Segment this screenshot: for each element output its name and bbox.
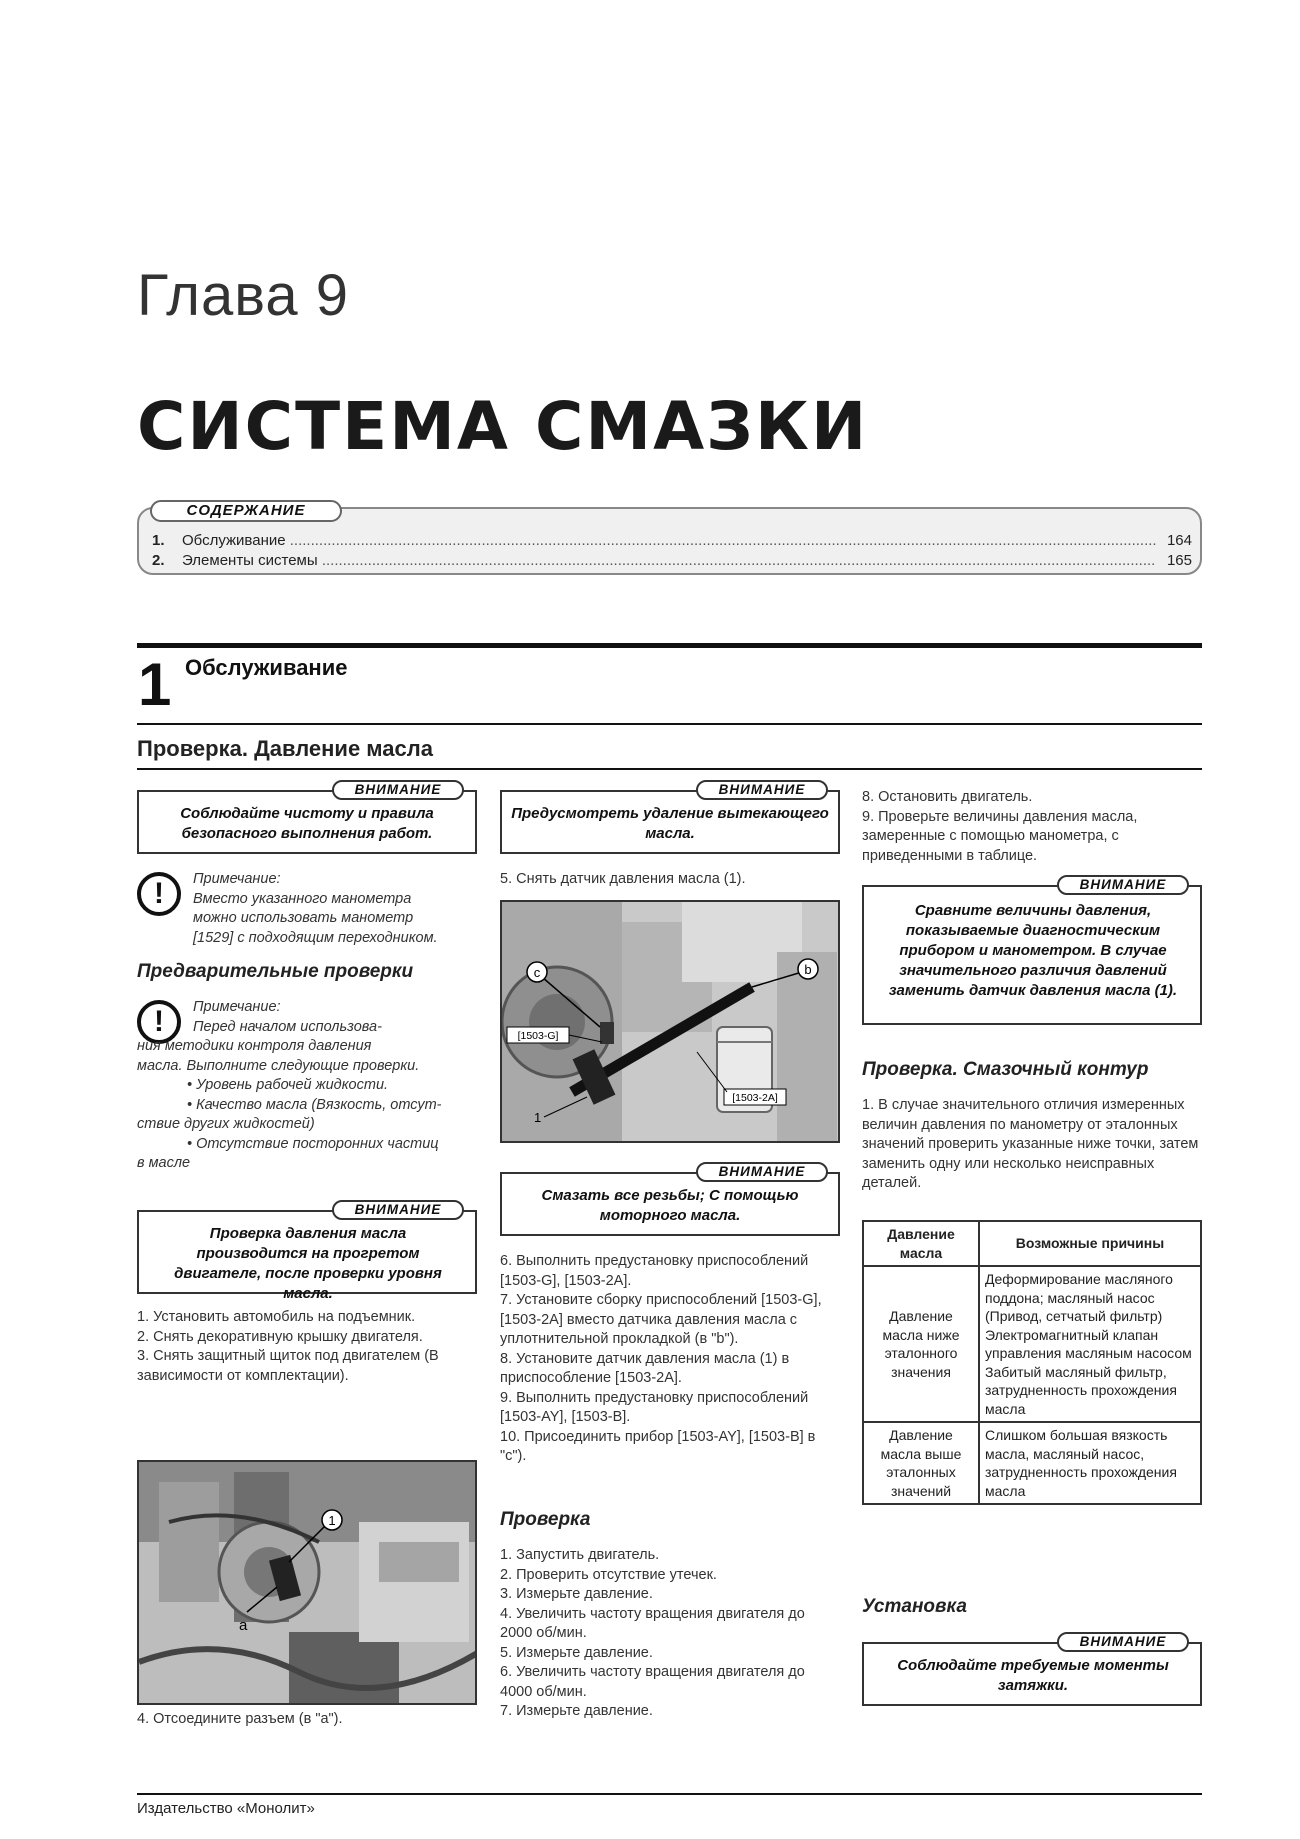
note-line: Перед началом использова- bbox=[193, 1018, 382, 1035]
step-item: 1. Установить автомобиль на подъемник. bbox=[137, 1309, 416, 1325]
note-line: Вместо указанного манометра bbox=[193, 890, 412, 907]
step-item: 6. Увеличить частоту вращения двигателя до 4000 об/мин. bbox=[500, 1664, 805, 1700]
callout-label: a bbox=[239, 1617, 248, 1634]
heading-lubrication-circuit: Проверка. Смазочный контур bbox=[862, 1059, 1149, 1080]
note-bullet: • Отсутствие посторонних частиц bbox=[187, 1135, 439, 1152]
note-line: масла. Выполните следующие проверки. bbox=[137, 1057, 420, 1074]
warning-label: ВНИМАНИЕ bbox=[332, 1200, 464, 1220]
table-cell: Давление масла выше эталонных значений bbox=[863, 1422, 979, 1504]
table-row bbox=[863, 1266, 1201, 1422]
table-row bbox=[863, 1422, 1201, 1504]
subsection-rule bbox=[137, 768, 1202, 770]
toc-item-text: Обслуживание ..... bbox=[182, 532, 1156, 549]
section-rule-bottom bbox=[137, 723, 1202, 725]
toc-item[interactable] bbox=[152, 552, 1192, 569]
step-item: 5. Снять датчик давления масла (1). bbox=[500, 871, 746, 887]
circuit-text: 1. В случае значительного отличия измеренных величин давления по манометру от эталонных значений проверить указанные ниже точки, затем заменить одну или несколько неисправных деталей. bbox=[862, 1097, 1199, 1191]
toc-item-number: 2. bbox=[152, 552, 165, 569]
section-rule-top bbox=[137, 643, 1202, 648]
step-item: 4. Отсоедините разъем (в "a"). bbox=[137, 1711, 343, 1727]
warning-box bbox=[862, 885, 1202, 1025]
check-steps-list bbox=[500, 1546, 840, 1722]
callout-label: [1503-G] bbox=[517, 1030, 559, 1042]
step-item: 8. Установите датчик давления масла (1) в приспособление [1503-2A]. bbox=[500, 1350, 790, 1386]
step-item: 10. Присоединить прибор [1503-AY], [1503-B] в "c"). bbox=[500, 1428, 816, 1464]
note-text-continued bbox=[137, 1037, 477, 1174]
step-item: 9. Проверьте величины давления масла, замеренные с помощью манометра, с приведенными в таблице. bbox=[862, 808, 1138, 864]
step-item: 2. Снять декоративную крышку двигателя. bbox=[137, 1328, 423, 1345]
steps-list bbox=[500, 1252, 840, 1467]
table-cell: Слишком большая вязкость масла, масляный насос, затрудненность прохождения масла bbox=[979, 1422, 1201, 1504]
warning-text: Соблюдайте требуемые моменты затяжки. bbox=[897, 1657, 1169, 1694]
diagnosis-table bbox=[862, 1220, 1202, 1505]
warning-label: ВНИМАНИЕ bbox=[1057, 875, 1189, 895]
section-title: Обслуживание bbox=[185, 655, 348, 680]
subsection-title: Проверка. Давление масла bbox=[137, 736, 433, 761]
note-bullet: • Качество масла (Вязкость, отсут- bbox=[187, 1096, 442, 1113]
toc-item-number: 1. bbox=[152, 532, 165, 549]
section-number: 1 bbox=[138, 651, 172, 718]
toc-heading: СОДЕРЖАНИЕ bbox=[150, 500, 342, 522]
warning-box bbox=[137, 1210, 477, 1302]
step-item: 9. Выполнить предустановку приспособлений [1503-AY], [1503-B]. bbox=[500, 1389, 809, 1425]
sensor-tool-photo bbox=[500, 900, 840, 1143]
footer-rule bbox=[137, 1793, 1202, 1795]
exclamation-icon: ! bbox=[137, 872, 181, 916]
warning-text: Сравните величины давления, показываемые диагностическим прибором и манометром. В случае значительного различия давлений заменить датчик давления масла (1). bbox=[888, 902, 1178, 999]
toc-item[interactable] bbox=[152, 532, 1192, 549]
warning-label: ВНИМАНИЕ bbox=[696, 1162, 828, 1182]
heading-installation: Установка bbox=[862, 1596, 967, 1617]
note-block bbox=[137, 998, 477, 1178]
heading-preliminary-checks: Предварительные проверки bbox=[137, 961, 414, 982]
note-line: ния методики контроля давления bbox=[137, 1038, 372, 1054]
step-item: 8. Остановить двигатель. bbox=[862, 789, 1033, 805]
warning-label: ВНИМАНИЕ bbox=[1057, 1632, 1189, 1652]
toc-item-page: 164 bbox=[1166, 532, 1192, 549]
callout-label: 1 bbox=[534, 1110, 542, 1125]
note-label: Примечание: bbox=[193, 999, 281, 1015]
engine-photo bbox=[137, 1460, 477, 1705]
steps-list bbox=[137, 1308, 477, 1386]
warning-label: ВНИМАНИЕ bbox=[696, 780, 828, 800]
callout-label: 1 bbox=[328, 1513, 336, 1528]
step-item: 7. Установите сборку приспособлений [1503-G], [1503-2A] вместо датчика давления масла с уплотнительной прокладкой (в "b"). bbox=[500, 1292, 822, 1347]
steps-list bbox=[862, 788, 1202, 866]
warning-text: Проверка давления масла производится на прогретом двигателе, после проверки уровня масла. bbox=[174, 1225, 442, 1302]
note-text bbox=[193, 998, 477, 1037]
callout-label: c bbox=[533, 965, 541, 980]
table-cell: Давление масла ниже эталонного значения bbox=[863, 1266, 979, 1422]
chapter-title: СИСТЕМА СМАЗКИ bbox=[137, 388, 869, 465]
warning-text: Смазать все резьбы; С помощью моторного масла. bbox=[541, 1187, 799, 1224]
callout-label: b bbox=[804, 962, 812, 977]
callout-label: [1503-2A] bbox=[732, 1092, 778, 1104]
step-item: 3. Снять защитный щиток под двигателем (В зависимости от комплектации). bbox=[137, 1348, 439, 1384]
step-item: 4. Увеличить частоту вращения двигателя до 2000 об/мин. bbox=[500, 1605, 805, 1641]
note-block bbox=[137, 870, 477, 946]
step-item: 6. Выполнить предустановку приспособлений [1503-G], [1503-2A]. bbox=[500, 1253, 809, 1289]
note-line: [1529] с подходящим переходником. bbox=[193, 929, 438, 946]
step-item: 2. Проверить отсутствие утечек. bbox=[500, 1566, 717, 1583]
note-label: Примечание: bbox=[193, 871, 281, 887]
heading-check: Проверка bbox=[500, 1509, 591, 1530]
step-item: 1. Запустить двигатель. bbox=[500, 1547, 660, 1563]
note-line: можно использовать манометр bbox=[193, 910, 414, 926]
step-item: 5. Измерьте давление. bbox=[500, 1644, 653, 1661]
toc-item-text: Элементы системы ..... bbox=[182, 552, 1156, 569]
chapter-number: Глава 9 bbox=[137, 263, 350, 328]
warning-text: Предусмотреть удаление вытекающего масла. bbox=[511, 805, 829, 842]
step-item: 3. Измерьте давление. bbox=[500, 1586, 653, 1602]
footer-publisher: Издательство «Монолит» bbox=[137, 1800, 315, 1817]
note-text bbox=[193, 870, 477, 948]
warning-label: ВНИМАНИЕ bbox=[332, 780, 464, 800]
table-header-row bbox=[863, 1221, 1201, 1266]
toc-item-page: 165 bbox=[1166, 552, 1192, 569]
step-item: 7. Измерьте давление. bbox=[500, 1703, 653, 1719]
note-line: в масле bbox=[137, 1155, 191, 1171]
exclamation-icon: ! bbox=[137, 1000, 181, 1044]
warning-text: Соблюдайте чистоту и правила безопасного выполнения работ. bbox=[180, 805, 434, 842]
table-header: Возможные причины bbox=[979, 1221, 1201, 1266]
table-cell: Деформирование масляного поддона; масляный насос (Привод, сетчатый фильтр) Электромагнитный клапан управления масляным насосом Забитый масляный фильтр, затрудненность прохождения масла bbox=[979, 1266, 1201, 1422]
note-bullet: • Уровень рабочей жидкости. bbox=[187, 1077, 389, 1093]
note-line: ствие других жидкостей) bbox=[137, 1116, 315, 1132]
table-header: Давление масла bbox=[863, 1221, 979, 1266]
